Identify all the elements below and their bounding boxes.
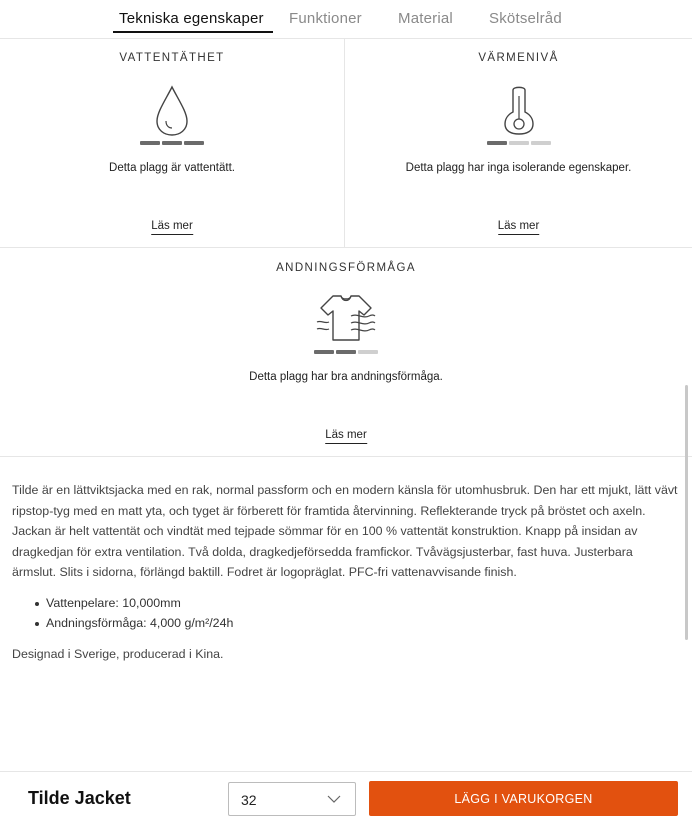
active-tab-indicator [113, 31, 273, 33]
level-segment-filled [314, 350, 334, 354]
warmth-level-bar [487, 141, 551, 145]
tab-material[interactable]: Material [398, 10, 453, 27]
selected-size: 32 [241, 792, 257, 808]
spec-list [46, 594, 233, 633]
scrollbar[interactable] [685, 385, 688, 640]
level-segment-filled [140, 141, 160, 145]
breathability-level-bar [314, 350, 378, 354]
water-drop-icon [152, 85, 192, 137]
feature-description: Detta plagg har inga isolerande egenskaper. [405, 162, 632, 174]
thermometer-icon [501, 84, 537, 136]
breathable-shirt-icon [315, 292, 377, 344]
add-to-cart-button[interactable]: LÄGG I VARUKORGEN [369, 781, 678, 816]
read-more-link[interactable]: Läs mer [325, 429, 367, 444]
product-description: Tilde är en lättviktsjacka med en rak, normal passform och en modern känsla för utomhusbruk. Den har ett mjukt, lätt vävt ripstop-tyg med en matt yta, och tyget är förberett för framtida återvinning. Reflekterande tryck på bröstet och axeln. Jackan är helt vattentät och vindtät med tejpade sömmar för en 100 % vattentät konstruktion. Knapp på insidan av dragkedjan för extra ventilation. Två dolda, dragkedjeförsedda framfickor. Tvåvägsjusterbar, fast huva. Justerbara ärmslut. Slits i sidorna, förlängd baktill. Fodret är logopräglat. PFC-fri vattenavvisande finish. [12, 483, 678, 579]
grid-divider-bottom [0, 456, 692, 457]
read-more-link[interactable]: Läs mer [151, 220, 193, 235]
level-segment-empty [509, 141, 529, 145]
feature-title: ANDNINGSFÖRMÅGA [276, 262, 416, 274]
tab-bar [0, 0, 692, 39]
tab-functions[interactable]: Funktioner [289, 10, 362, 27]
product-name: Tilde Jacket [28, 788, 131, 808]
level-segment-filled [487, 141, 507, 145]
tab-care[interactable]: Skötselråd [489, 10, 562, 27]
feature-title: VATTENTÄTHET [119, 52, 225, 64]
feature-description: Detta plagg är vattentätt. [109, 162, 235, 174]
level-segment-filled [184, 141, 204, 145]
level-segment-empty [358, 350, 378, 354]
chevron-down-icon [327, 793, 341, 805]
spec-item: Vattenpelare: 10,000mm [46, 594, 233, 614]
feature-description: Detta plagg har bra andningsförmåga. [249, 371, 443, 383]
feature-title: VÄRMENIVÅ [478, 52, 559, 64]
origin-note: Designad i Sverige, producerad i Kina. [12, 647, 224, 661]
waterproof-level-bar [140, 141, 204, 145]
size-select[interactable] [228, 782, 356, 816]
spec-item: Andningsförmåga: 4,000 g/m²/24h [46, 614, 233, 634]
level-segment-filled [336, 350, 356, 354]
read-more-link[interactable]: Läs mer [498, 220, 540, 235]
feature-breathability [0, 248, 692, 456]
sticky-purchase-bar [0, 771, 692, 823]
feature-warmth [345, 39, 692, 247]
level-segment-filled [162, 141, 182, 145]
feature-waterproof [0, 39, 344, 247]
level-segment-empty [531, 141, 551, 145]
tab-technical[interactable]: Tekniska egenskaper [119, 10, 264, 27]
